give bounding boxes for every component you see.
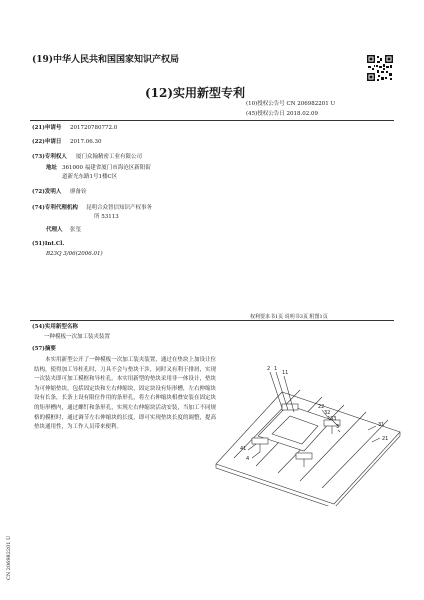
address-line1: 361000 福建省厦门市海沧区新阳街 <box>62 165 151 171</box>
leader <box>252 452 260 458</box>
leader <box>338 430 340 432</box>
agency-label: (74)专利代理机构 <box>32 205 78 211</box>
header-rule <box>30 120 394 121</box>
figure-label: 31 <box>378 422 385 428</box>
spacer-block <box>252 438 268 444</box>
figure-label: 3 <box>336 424 340 430</box>
app-no: 201720780772.0 <box>70 125 118 131</box>
side-publication-number: CN 206982201 U <box>6 535 12 580</box>
figure-label: 11 <box>282 370 289 376</box>
document-kind: (12)实用新型专利 <box>145 86 246 100</box>
publication-number: (10)授权公告号 CN 206982201 U <box>246 101 336 107</box>
abstract-text: 本实用新型公开了一种模板一次加工装夹装置，通过在垫块上加设让位结构，使得加工导柱孔时，刀具不会与垫块干涉，同时又有利于排屑，实现一次装夹即可加工模框和导柱孔。本实用新型的垫块采用非一体设计，垫块为可伸缩垫块，包括固定块和左右伸缩块，固定块设有矩形槽，左右伸缩块设有长条，长条上设有限位作用的条形孔，将左右伸缩块相叠安装在固定块的矩形槽内，通过螺钉和条形孔，实现左右伸缩块活动安装，当加工不同规格的模框时，通过调节左右伸缩块的长度，即可实现垫块长度的调整，提高垫块通用性，为工作人员带来便利。 <box>34 357 216 431</box>
side-margin <box>6 520 16 600</box>
bibliographic-data <box>32 124 222 274</box>
leader <box>248 444 256 450</box>
figure-label: 22 <box>318 404 325 410</box>
figure-label: 2 <box>267 366 271 372</box>
figure-label: 21 <box>382 436 389 442</box>
figure-label: 32 <box>324 410 331 416</box>
leader <box>372 438 380 442</box>
qr-code-icon <box>366 54 394 82</box>
filing-date-label: (22)申请日 <box>32 139 62 145</box>
spacer-block <box>296 453 312 459</box>
ipc: B23Q 3/06(2006.01) <box>46 251 103 257</box>
leader <box>270 372 282 408</box>
leader <box>368 426 376 430</box>
utility-model-title: 一种模板一次加工装夹装置 <box>44 334 111 340</box>
patentee-label: (73)专利权人 <box>32 154 67 160</box>
page-counts: 权利要求书1页 说明书3页 附图1页 <box>250 314 328 320</box>
patentee: 厦门众翰精密工业有限公司 <box>76 154 143 160</box>
figure-label: 41 <box>240 446 247 452</box>
agent: 张玺 <box>70 227 82 233</box>
figure-label: 33 <box>330 416 337 422</box>
agency-line1: 昆明合众智信知识产权事务 <box>86 205 153 211</box>
abstract-label: (57)摘要 <box>32 346 56 352</box>
app-no-label: (21)申请号 <box>32 125 62 131</box>
figure-label: 1 <box>274 366 278 372</box>
mold-frame <box>258 405 332 451</box>
inventor: 廖备铨 <box>70 189 87 195</box>
spacer-block <box>282 404 298 410</box>
office-name: (19)中华人民共和国国家知识产权局 <box>32 55 180 65</box>
address-line2: 道新光东路1号1楼C区 <box>62 174 118 180</box>
patent-drawing <box>212 354 402 506</box>
agent-label: 代理人 <box>46 227 63 233</box>
agency-line2: 所 53113 <box>94 214 119 220</box>
ipc-label: (51)Int.Cl. <box>32 241 65 247</box>
title-label: (54)实用新型名称 <box>32 324 78 330</box>
inventor-label: (72)发明人 <box>32 189 62 195</box>
section-rule <box>30 320 394 321</box>
filing-date: 2017.06.30 <box>70 139 102 145</box>
publication-date: (45)授权公告日 2018.02.09 <box>246 111 319 117</box>
figure-label: 4 <box>246 456 250 462</box>
address-label: 地址 <box>46 165 58 171</box>
